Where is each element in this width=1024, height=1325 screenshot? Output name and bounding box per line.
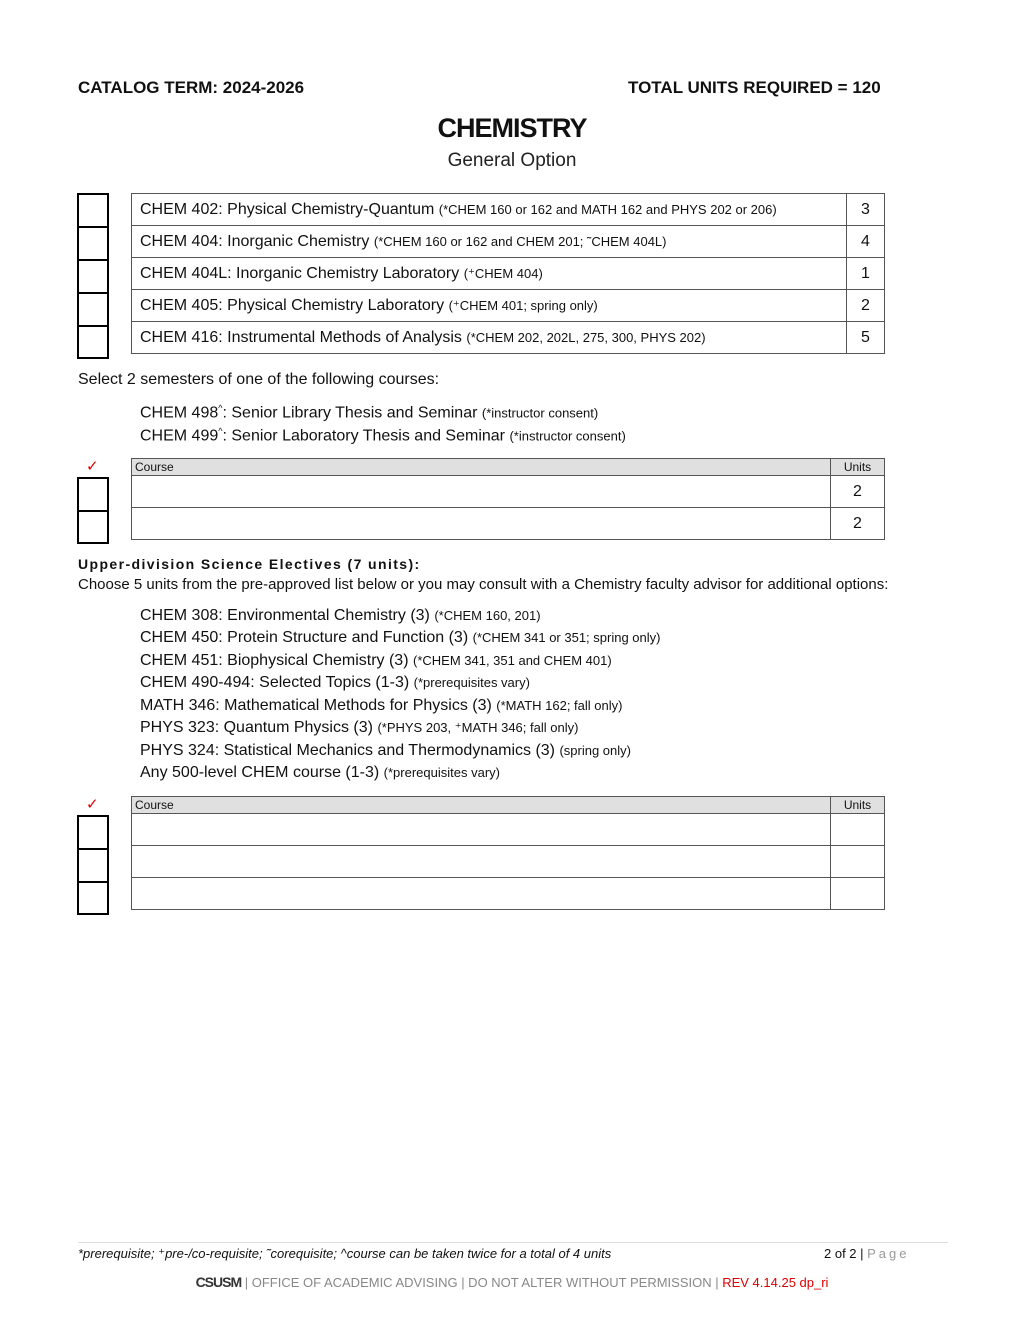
footer-bar — [0, 1274, 1024, 1290]
table-row — [132, 226, 885, 258]
list-item: CHEM 450: Protein Structure and Function (3) (*CHEM 341 or 351; spring only) — [140, 629, 661, 646]
course-entry-field[interactable] — [132, 878, 831, 910]
units-cell: 3 — [847, 194, 885, 226]
course-cell: CHEM 404L: Inorganic Chemistry Laboratory (⁺CHEM 404) — [132, 258, 847, 290]
list-item: CHEM 499^: Senior Laboratory Thesis and Seminar (*instructor consent) — [140, 426, 626, 445]
table-row — [132, 322, 885, 354]
course-cell: CHEM 404: Inorganic Chemistry (*CHEM 160 or 162 and CHEM 201; ˜CHEM 404L) — [132, 226, 847, 258]
catalog-term: CATALOG TERM: 2024-2026 — [78, 78, 305, 97]
list-item: PHYS 323: Quantum Physics (3) (*PHYS 203, ⁺MATH 346; fall only) — [140, 719, 579, 736]
checkmark-icon: ✓ — [86, 458, 99, 475]
page-number: 2 of 2 | Page — [824, 1246, 910, 1261]
list-item: PHYS 324: Statistical Mechanics and Thermodynamics (3) (spring only) — [140, 742, 631, 759]
course-entry-field[interactable] — [132, 814, 831, 846]
course-cell: CHEM 405: Physical Chemistry Laboratory (⁺CHEM 401; spring only) — [132, 290, 847, 322]
units-entry-field[interactable] — [831, 814, 885, 846]
office-text: | OFFICE OF ACADEMIC ADVISING | DO NOT ALTER WITHOUT PERMISSION | — [241, 1275, 723, 1290]
table-row — [132, 290, 885, 322]
course-entry-field[interactable] — [132, 508, 831, 540]
course-cell: CHEM 402: Physical Chemistry-Quantum (*CHEM 160 or 162 and MATH 162 and PHYS 202 or 206) — [132, 194, 847, 226]
electives-heading: Upper-division Science Electives (7 units): — [78, 556, 421, 572]
units-cell: 2 — [831, 476, 885, 508]
page-title: CHEMISTRY — [437, 113, 587, 143]
list-item: MATH 346: Mathematical Methods for Physics (3) (*MATH 162; fall only) — [140, 697, 623, 714]
table-row — [132, 878, 885, 910]
checkbox-elective-2[interactable] — [77, 848, 109, 883]
checkbox-required-3[interactable] — [77, 259, 109, 294]
column-header-course: Course — [132, 797, 831, 814]
electives-table — [131, 796, 885, 910]
table-row — [132, 194, 885, 226]
table-row — [132, 508, 885, 540]
revision-text: REV 4.14.25 dp_ri — [722, 1275, 829, 1290]
select-instruction: Select 2 semesters of one of the following courses: — [78, 371, 440, 388]
list-item: CHEM 498^: Senior Library Thesis and Seminar (*instructor consent) — [140, 403, 599, 422]
total-units-required: TOTAL UNITS REQUIRED = 120 — [628, 78, 881, 97]
units-cell: 1 — [847, 258, 885, 290]
checkbox-required-2[interactable] — [77, 226, 109, 261]
checkbox-thesis-2[interactable] — [77, 510, 109, 544]
checkbox-required-4[interactable] — [77, 292, 109, 327]
checkmark-icon: ✓ — [86, 796, 99, 813]
list-item: Any 500-level CHEM course (1-3) (*prerequisites vary) — [140, 764, 500, 781]
table-row — [132, 846, 885, 878]
required-courses-table — [131, 193, 885, 354]
table-row — [132, 476, 885, 508]
units-cell: 2 — [831, 508, 885, 540]
thesis-table — [131, 458, 885, 540]
checkbox-required-1[interactable] — [77, 193, 109, 228]
list-item: CHEM 490-494: Selected Topics (1-3) (*prerequisites vary) — [140, 674, 530, 691]
units-cell: 5 — [847, 322, 885, 354]
course-cell: CHEM 416: Instrumental Methods of Analysis (*CHEM 202, 202L, 275, 300, PHYS 202) — [132, 322, 847, 354]
course-entry-field[interactable] — [132, 846, 831, 878]
column-header-units: Units — [831, 797, 885, 814]
column-header-course: Course — [132, 459, 831, 476]
units-entry-field[interactable] — [831, 846, 885, 878]
units-entry-field[interactable] — [831, 878, 885, 910]
csusm-logo: CSUSM — [195, 1274, 242, 1290]
checkbox-elective-3[interactable] — [77, 881, 109, 915]
checkbox-thesis-1[interactable] — [77, 477, 109, 512]
checkbox-required-5[interactable] — [77, 325, 109, 359]
table-row — [132, 814, 885, 846]
units-cell: 2 — [847, 290, 885, 322]
page-subtitle: General Option — [447, 150, 577, 171]
electives-description: Choose 5 units from the pre-approved list below or you may consult with a Chemistry faculty advisor for additional options: — [78, 576, 889, 593]
column-header-units: Units — [831, 459, 885, 476]
footer-legend: *prerequisite; ⁺pre-/co-requisite; ˜corequisite; ^course can be taken twice for a total of 4 units — [78, 1246, 612, 1261]
list-item: CHEM 308: Environmental Chemistry (3) (*CHEM 160, 201) — [140, 607, 541, 624]
checkbox-elective-1[interactable] — [77, 815, 109, 850]
table-row — [132, 258, 885, 290]
list-item: CHEM 451: Biophysical Chemistry (3) (*CHEM 341, 351 and CHEM 401) — [140, 652, 612, 669]
units-cell: 4 — [847, 226, 885, 258]
course-entry-field[interactable] — [132, 476, 831, 508]
footer-divider — [78, 1242, 948, 1243]
